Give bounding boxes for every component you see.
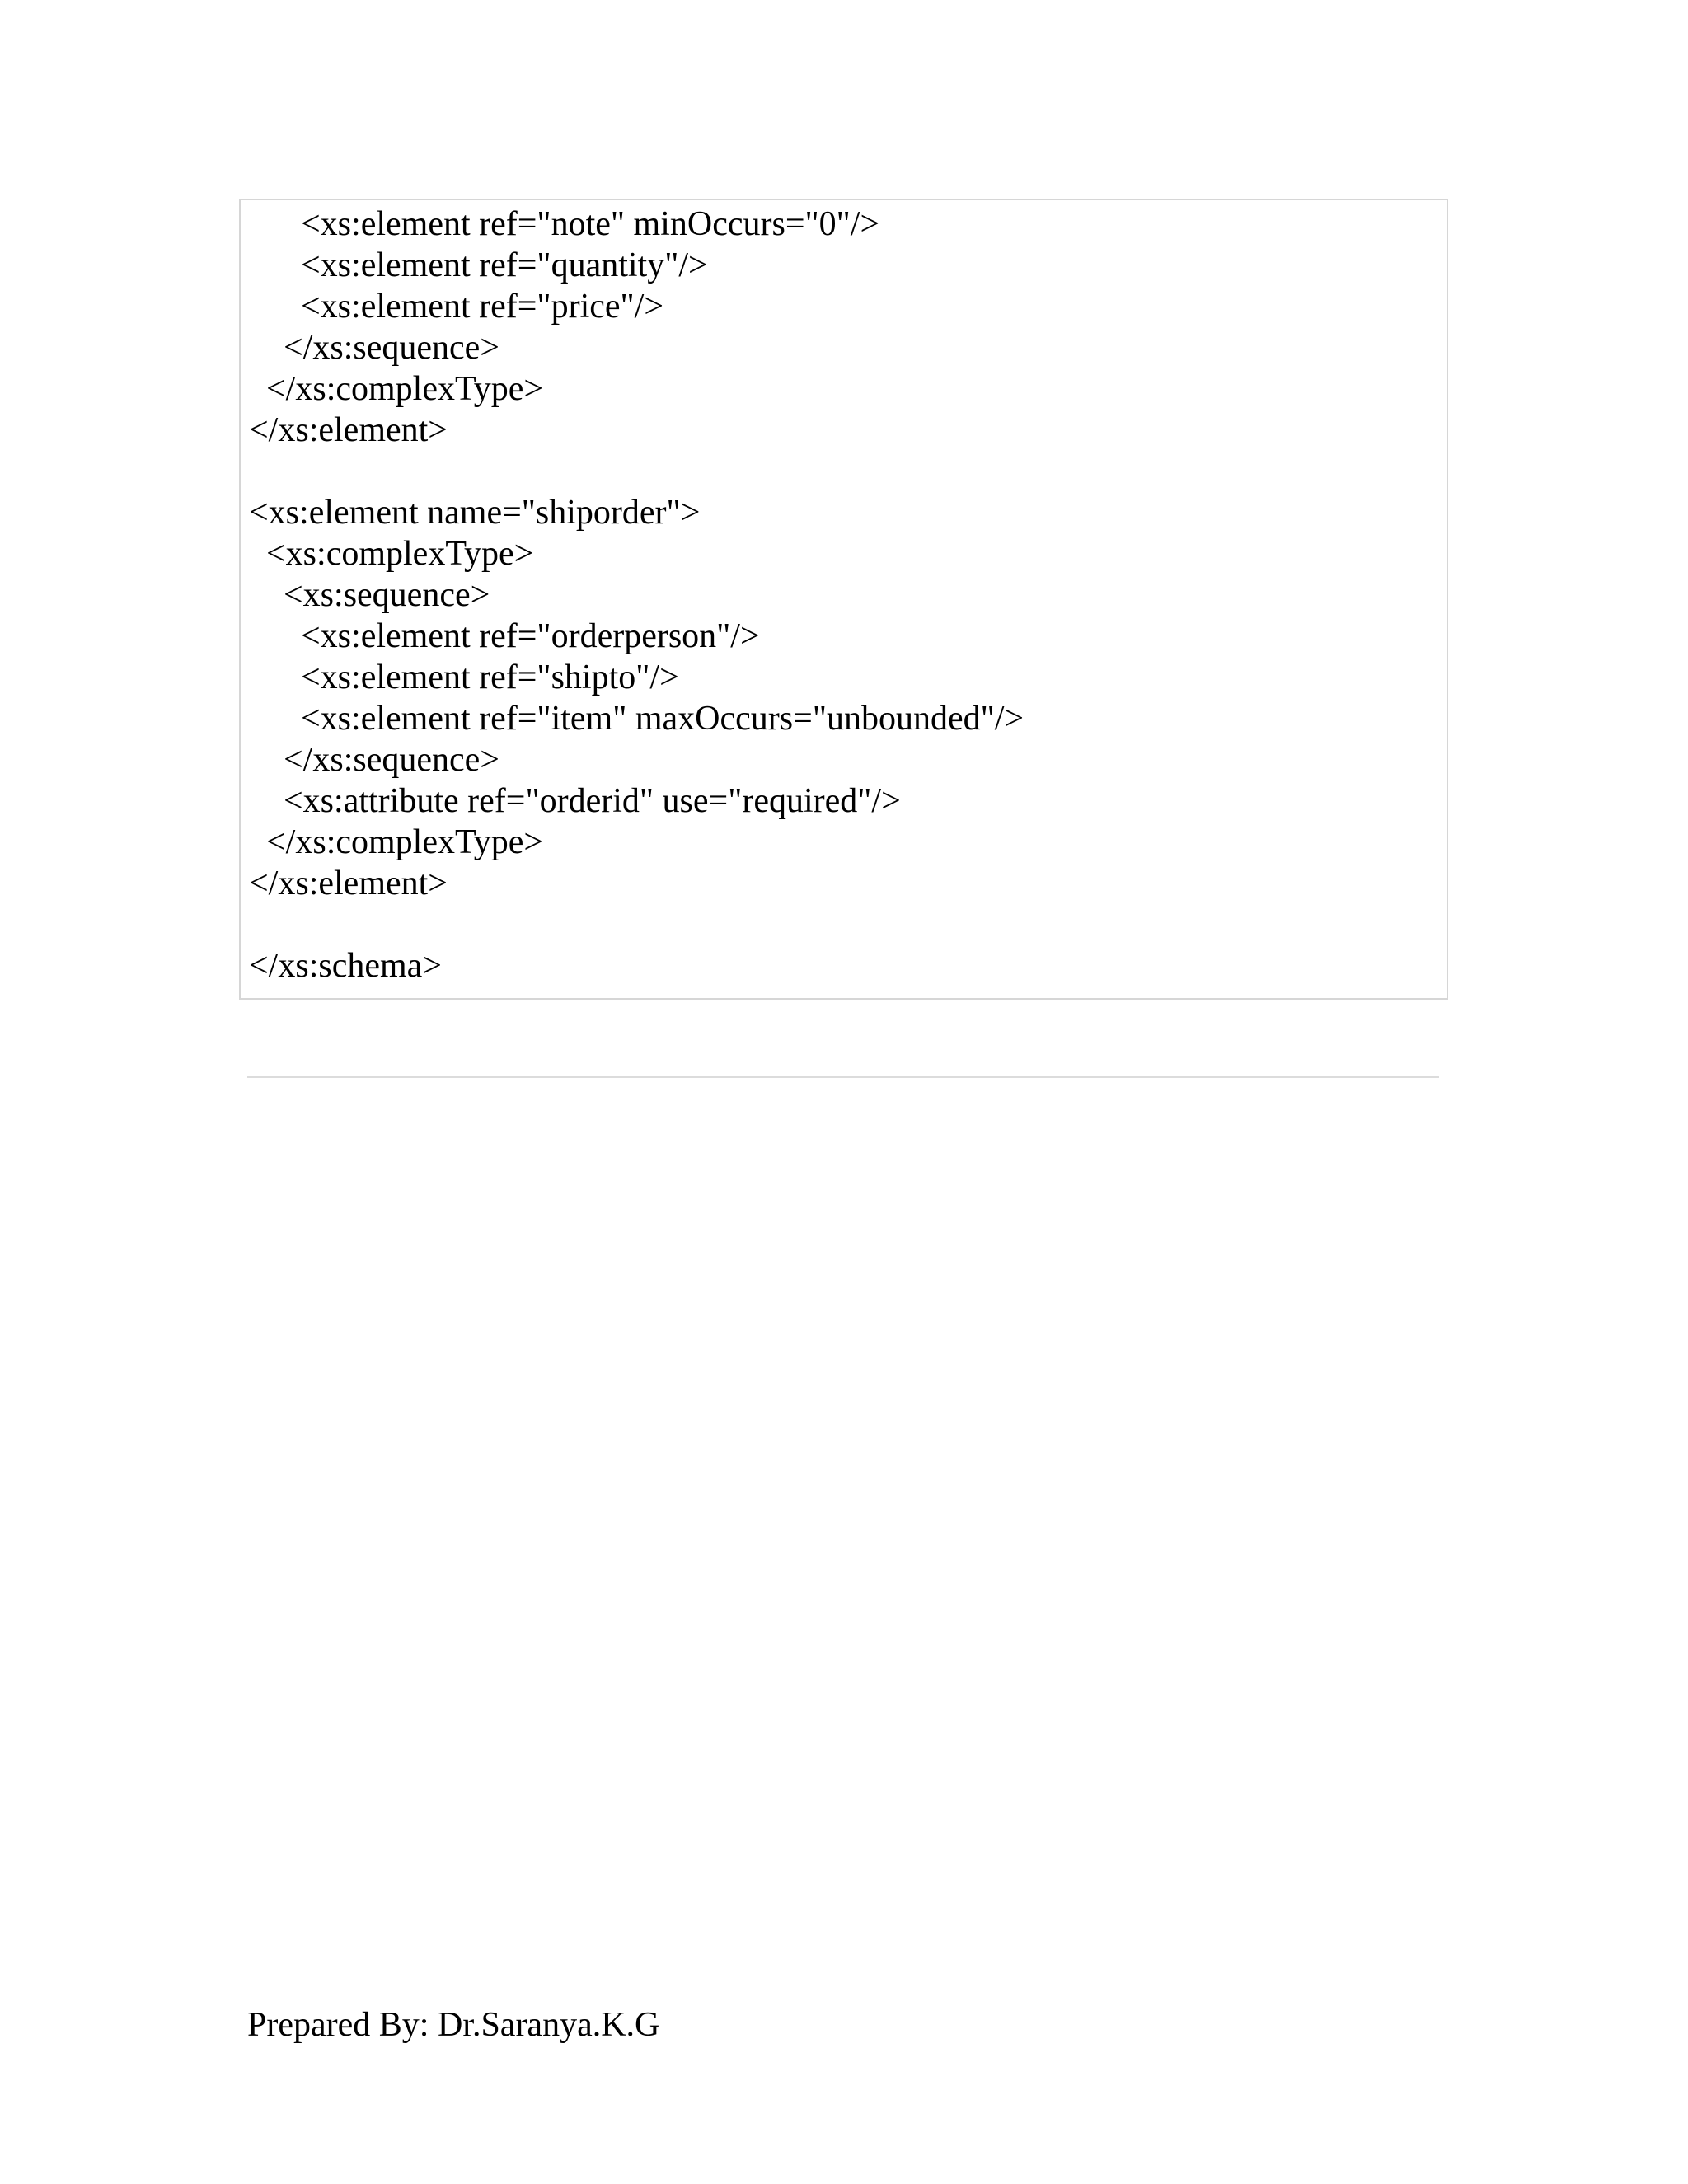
code-line: </xs:element> — [249, 865, 448, 902]
code-line: <xs:element ref="quantity"/> — [249, 246, 708, 284]
code-block — [239, 199, 1448, 1000]
code-line: <xs:complexType> — [249, 535, 534, 573]
code-line: <xs:attribute ref="orderid" use="required"/> — [249, 782, 901, 820]
code-line-blank — [249, 451, 1024, 492]
code-line: </xs:complexType> — [249, 370, 544, 408]
code-line: </xs:sequence> — [249, 329, 499, 367]
code-line: <xs:element ref="item" maxOccurs="unbounded"/> — [249, 700, 1025, 738]
footer-author: Prepared By: Dr.Saranya.K.G — [247, 2006, 660, 2044]
code-line: <xs:element name="shiporder"> — [249, 494, 701, 532]
code-line: <xs:element ref="price"/> — [249, 288, 664, 326]
horizontal-divider — [247, 1076, 1439, 1078]
code-line: <xs:element ref="orderperson"/> — [249, 617, 760, 655]
code-line: </xs:element> — [249, 411, 448, 449]
code-listing — [249, 204, 1024, 987]
code-line: <xs:element ref="shipto"/> — [249, 658, 679, 696]
code-line: </xs:sequence> — [249, 741, 499, 779]
code-line: </xs:schema> — [249, 947, 442, 985]
code-line-blank — [249, 904, 1024, 945]
code-line: </xs:complexType> — [249, 823, 544, 861]
code-line: <xs:element ref="note" minOccurs="0"/> — [249, 205, 880, 243]
code-line: <xs:sequence> — [249, 576, 490, 614]
